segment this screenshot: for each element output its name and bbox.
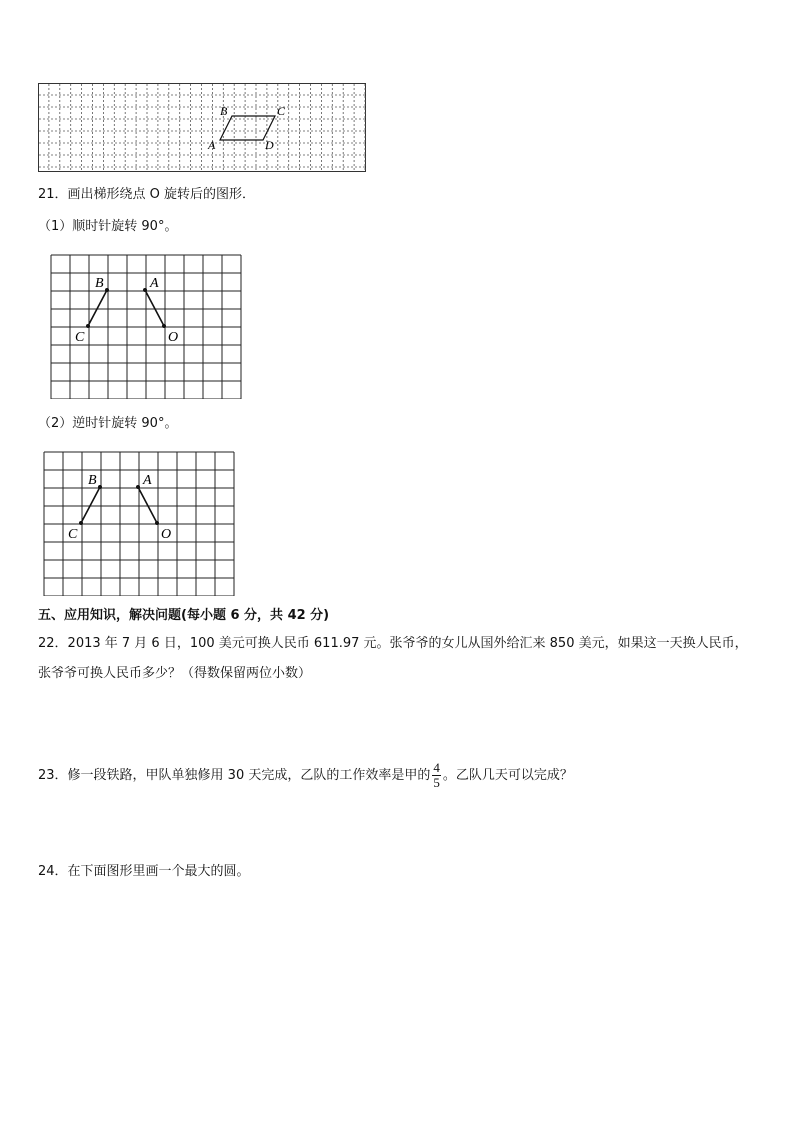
q23-fraction	[432, 761, 441, 790]
fraction-denominator: 5	[433, 775, 440, 790]
label-a: A	[150, 276, 159, 291]
label-d: D	[265, 138, 274, 152]
fraction-numerator: 4	[433, 760, 440, 775]
label-b: B	[95, 276, 104, 291]
q22-line2: 张爷爷可换人民币多少？（得数保留两位小数）	[38, 666, 312, 681]
trapezoid-1-left-side	[88, 290, 107, 326]
trapezoid-2-left-side	[81, 487, 100, 523]
q23-text	[38, 756, 573, 796]
label-a: A	[143, 473, 152, 488]
trapezoid-1-right-side	[145, 290, 164, 326]
q21-part1: （1）顺时针旋转 90°。	[38, 219, 178, 234]
label-o: O	[161, 527, 172, 542]
section-5-heading: 五、应用知识，解决问题(每小题 6 分，共 42 分)	[38, 608, 330, 623]
trapezoid-grid-1	[50, 254, 245, 399]
label-o: O	[168, 330, 179, 345]
q24-text: 24．在下面图形里画一个最大的圆。	[38, 864, 250, 879]
q23-after: 。乙队几天可以完成？	[442, 768, 573, 783]
trapezoid-2-right-side	[138, 487, 157, 523]
parallelogram-grid-figure	[38, 83, 366, 173]
label-b: B	[88, 473, 97, 488]
q21-part2: （2）逆时针旋转 90°。	[38, 416, 178, 431]
label-c: C	[75, 330, 85, 345]
trapezoid-grid-2	[43, 451, 238, 596]
label-c: C	[68, 527, 78, 542]
label-b: B	[220, 104, 228, 118]
q21-title: 21．画出梯形绕点 O 旋转后的图形．	[38, 187, 256, 202]
q23-before: 23．修一段铁路，甲队单独修用 30 天完成，乙队的工作效率是甲的	[38, 768, 431, 783]
q22-line1: 22．2013 年 7 月 6 日，100 美元可换人民币 611.97 元。张爷爷的女儿从国外给汇来 850 美元，如果这一天换人民币，	[38, 636, 748, 651]
label-a: A	[208, 138, 216, 152]
label-c: C	[277, 104, 286, 118]
